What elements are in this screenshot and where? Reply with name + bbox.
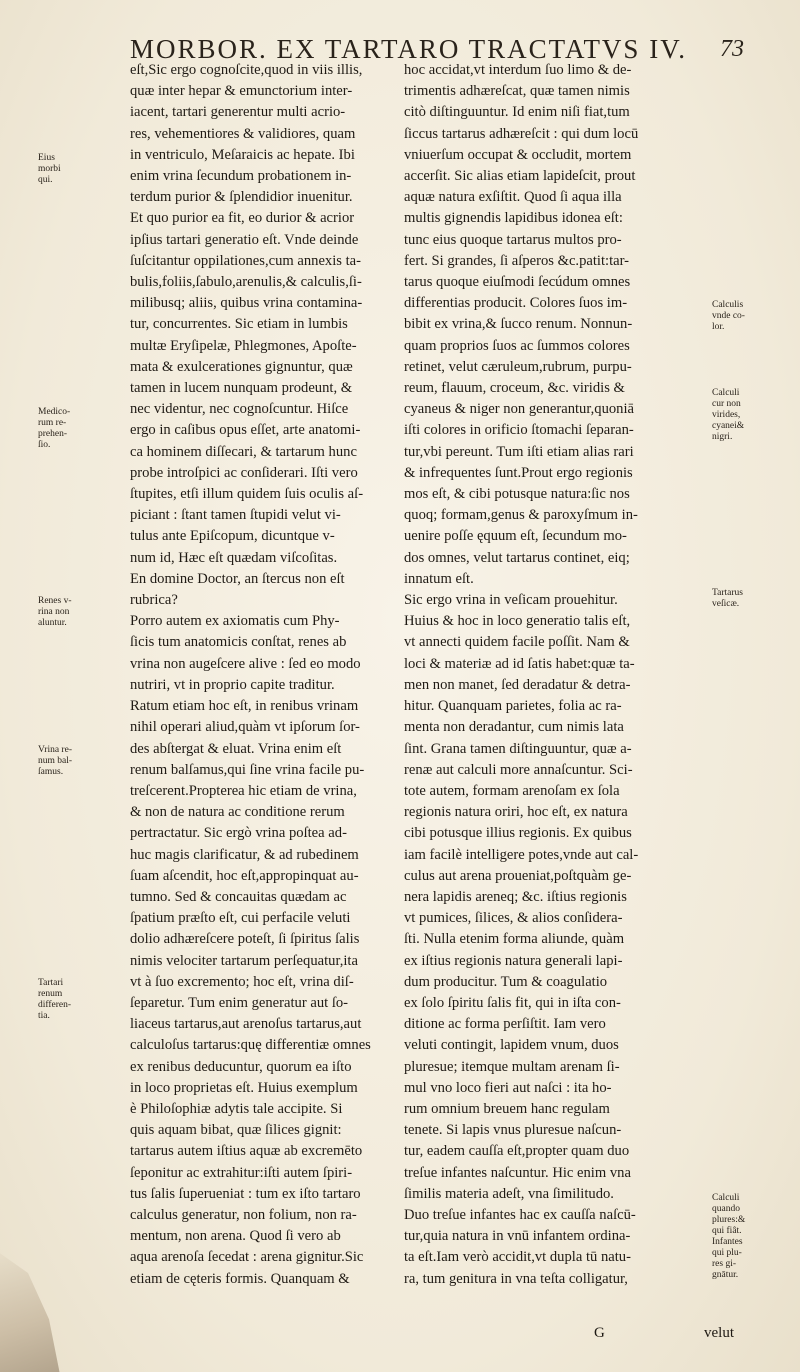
text-line: uenire poſſe ęquum eſt, ſecundum mo-	[404, 528, 627, 545]
text-line: huc magis clarificatur, & ad rubedinem	[130, 846, 359, 863]
text-line: ſeponitur ac extrahitur:iſti autem ſpiri-	[130, 1164, 353, 1181]
text-line: tunc eius quoque tartarus multos pro-	[404, 231, 622, 248]
text-line: des abſtergat & eluat. Vrina enim eſt	[130, 740, 342, 757]
text-line: num id, Hæc eſt quædam viſcoſitas.	[130, 549, 338, 566]
margin-note-tartari: Tartari renum differen- tia.	[38, 978, 72, 1021]
text-line: tote autem, formam arenoſam ex ſola	[404, 782, 620, 799]
text-line: res, vehementiores & validiores, quam	[130, 125, 356, 142]
text-line: differentias producit. Colores ſuos im-	[404, 295, 628, 312]
text-line: bibit ex vrina,& ſucco renum. Nonnun-	[404, 316, 633, 333]
right-text-column	[404, 60, 666, 1290]
text-line: terdum purior & ſplendidior inuenitur.	[130, 189, 353, 206]
text-line: quoq; formam,genus & paroxyſmum in-	[404, 507, 638, 524]
text-line: vt annecti quidem facile poſſit. Nam &	[404, 634, 630, 651]
text-line: Huius & hoc in loco generatio talis eſt,	[404, 613, 631, 630]
margin-note-renes: Renes v- rina non aluntur.	[38, 596, 72, 628]
text-line: aqua arenoſa ſecedat : arena gignitur.Sic	[130, 1249, 364, 1266]
text-line: Sic ergo vrina in veſicam prouehitur.	[404, 592, 618, 609]
text-line: tenete. Si lapis vnus pluresue naſcun-	[404, 1122, 622, 1139]
text-line: quis aquam bibat, quæ ſilices gignit:	[130, 1122, 342, 1139]
text-line: Porro autem ex axiomatis cum Phy-	[130, 613, 340, 630]
text-line: hitur. Quanquam parietes, folia ac ra-	[404, 698, 622, 715]
text-line: ſiccus tartarus adhæreſcit : qui dum locū	[404, 125, 639, 142]
text-line: etiam de cęteris formis. Quanquam &	[130, 1270, 350, 1287]
text-line: ipſius tartari generatio eſt. Vnde deinde	[130, 231, 359, 248]
text-line: in loco proprietas eſt. Huius exemplum	[130, 1079, 358, 1096]
text-line: treſcerent.Propterea hic etiam de vrina,	[130, 782, 357, 799]
text-line: probe introſpici ac conſiderari. Iſti vero	[130, 464, 358, 481]
text-line: tamen in lucem nunquam prodeunt, &	[130, 380, 353, 397]
text-line: retinet, velut cæruleum,rubrum, purpu-	[404, 358, 632, 375]
margin-note-calculi-plures: Calculi quando plures:& qui fiât. Infantes qui plu- res gi- gnātur.	[712, 1193, 746, 1280]
text-line: tur, concurrentes. Sic etiam in lumbis	[130, 316, 348, 333]
text-line: pluresue; itemque multam arenam ſi-	[404, 1058, 620, 1075]
margin-note-vrina: Vrina re- num bal- ſamus.	[38, 745, 73, 777]
text-line: eſt,Sic ergo cognoſcite,quod in viis illis,	[130, 62, 363, 78]
text-line: è Philoſophiæ adytis tale accipite. Si	[130, 1100, 343, 1117]
text-line: vt à ſuo excremento; hoc eſt, vrina diſ-	[130, 973, 354, 990]
text-line: nimis velociter tartarum perſequatur,ita	[130, 952, 358, 969]
margin-note-calculi-virides: Calculi cur non virides, cyanei& nigri.	[712, 388, 745, 442]
text-line: men non manet, ſed deradatur & detra-	[404, 676, 631, 693]
text-line: quæ inter hepar & emunctorium inter-	[130, 83, 353, 100]
text-line: tulus ante Epiſcopum, dicuntque v-	[130, 528, 335, 545]
text-line: multæ Eryſipelæ, Phlegmones, Apoſte-	[130, 337, 357, 354]
text-line: tarus quoque eiuſmodi ſecúdum omnes	[404, 274, 631, 291]
text-line: milibusq; aliis, quibus vrina contamina-	[130, 295, 363, 312]
signature-mark: G	[594, 1325, 605, 1341]
left-text-column	[130, 60, 382, 1290]
text-line: aquæ natura exſiſtit. Quod ſi aqua illa	[404, 189, 622, 206]
text-line: dolio adhæreſcere poteſt, ſi ſpiritus ſalis	[130, 931, 360, 948]
text-line: mata & exulcerationes gignuntur, quæ	[130, 358, 353, 375]
text-line: nec videntur, nec cognoſcuntur. Hiſce	[130, 401, 349, 418]
text-line: rubrica?	[130, 592, 178, 609]
text-line: ra, tum genitura in vna teſta colligatur,	[404, 1270, 628, 1287]
text-line: innatum eſt.	[404, 570, 474, 587]
text-line: Duo treſue infantes hac ex cauſſa naſcū-	[404, 1206, 636, 1223]
text-line: ditione ac forma perſiſtit. Iam vero	[404, 1016, 606, 1033]
text-line: tartarus autem iſtius aquæ ab excremēto	[130, 1143, 363, 1160]
text-line: ſicis tum anatomicis conſtat, renes ab	[130, 634, 347, 651]
text-line: ſuſcitantur oppilationes,cum annexis ta-	[130, 252, 362, 269]
text-line: mos eſt, & cibi potusque natura:ſic nos	[404, 486, 630, 503]
text-line: vrina non augeſcere alive : ſed eo modo	[130, 655, 361, 672]
text-line: Et quo purior ea fit, eo durior & acrior	[130, 210, 355, 227]
text-line: & infrequentes ſunt.Prout ergo regionis	[404, 464, 633, 481]
text-line: dos omnes, velut tartarus continet, eiq;	[404, 549, 630, 566]
text-line: calculoſus tartarus:quę differentiæ omnes	[130, 1037, 371, 1054]
text-line: dum producitur. Tum & coagulatio	[404, 973, 608, 990]
margin-note-eius-morbi: Eius morbi qui.	[38, 153, 61, 185]
text-line: culus aut arena proueniat,poſtquàm ge-	[404, 867, 632, 884]
text-line: menta non deradantur, cum nimis lata	[404, 719, 624, 736]
text-line: mul vno loco fieri aut naſci : ita ho-	[404, 1079, 612, 1096]
text-line: hoc accidat,vt interdum ſuo limo & de-	[404, 62, 632, 78]
text-line: ſeparetur. Tum enim generatur aut ſo-	[130, 994, 349, 1011]
text-line: En domine Doctor, an ſtercus non eſt	[130, 570, 345, 587]
text-line: quam proprios ſuos ac ſummos colores	[404, 337, 630, 354]
text-line: piciant : ſtant tamen ſtupidi velut vi-	[130, 507, 341, 524]
text-line: ſint. Grana tamen diſtinguuntur, quæ a-	[404, 740, 632, 757]
text-line: treſue infantes naſcuntur. Hic enim vna	[404, 1164, 631, 1181]
text-line: cibi potusque illius regionis. Ex quibus	[404, 825, 632, 842]
text-line: renæ aut calculi more annaſcuntur. Sci-	[404, 761, 633, 778]
text-line: pertractatur. Sic ergò vrina poſtea ad-	[130, 825, 347, 842]
page-number: 73	[720, 36, 744, 62]
text-line: ta eſt.Iam verò accidit,vt dupla tū natu-	[404, 1249, 631, 1266]
text-line: ex iſtius regionis natura generali lapi-	[404, 952, 623, 969]
running-header	[0, 34, 800, 64]
text-line: Ratum etiam hoc eſt, in renibus vrinam	[130, 698, 359, 715]
text-line: nera lapidis areneq; &c. iſtius regionis	[404, 888, 627, 905]
text-line: ſuam aſcendit, hoc eſt,appropinquat au-	[130, 867, 359, 884]
text-line: ſimilis materia adeſt, vna ſimilitudo.	[404, 1185, 614, 1202]
text-line: iam facilè intelligere potes,vnde aut cal-	[404, 846, 639, 863]
text-line: vniuerſum occupat & occludit, mortem	[404, 146, 632, 163]
text-line: tus ſalis ſuperueniat : tum ex iſto tartaro	[130, 1185, 361, 1202]
text-line: citò diſtinguuntur. Id enim niſi fiat,tum	[404, 104, 630, 121]
running-title: MORBOR. EX TARTARO TRACTATVS IV.	[130, 34, 687, 64]
text-line: multis gignendis lapidibus idonea eſt:	[404, 210, 623, 227]
text-line: ergo in caſibus opus eſſet, arte anatomi-	[130, 422, 361, 439]
text-line: iſti colores in orificio ſtomachi ſeparan-	[404, 422, 634, 439]
text-line: nutriri, vt in proprio capite traditur.	[130, 676, 335, 693]
margin-note-tartarus-vesicae: Tartarus veſicæ.	[712, 588, 743, 609]
text-line: ſpatium præſto eſt, cui perfacile veluti	[130, 910, 351, 927]
text-line: vt pumices, ſilices, & alios conſidera-	[404, 910, 623, 927]
text-line: nihil operari aliud,quàm vt ipſorum ſor-	[130, 719, 360, 736]
text-line: in ventriculo, Meſaraicis ac hepate. Ibi	[130, 146, 355, 163]
text-line: loci & materiæ ad id ſatis habet:quæ ta-	[404, 655, 635, 672]
text-line: tur, eadem cauſſa eſt,propter quam duo	[404, 1143, 630, 1160]
text-line: tur,quia natura in vnū infantem ordina-	[404, 1228, 631, 1245]
text-line: ex ſolo ſpiritu ſalis fit, qui in iſta con-	[404, 994, 621, 1011]
text-line: calculus generatur, non folium, non ra-	[130, 1206, 357, 1223]
text-line: bulis,foliis,ſabulo,arenulis,& calculis,ſi-	[130, 274, 362, 291]
text-line: trimentis adhæreſcat, quæ tamen nimis	[404, 83, 630, 100]
text-line: ſtupites, etſi illum quidem ſuis oculis aſ-	[130, 486, 364, 503]
page-stain	[0, 1240, 70, 1372]
text-line: ex renibus deducuntur, quorum ea iſto	[130, 1058, 352, 1075]
text-line: rum omnium breuem hanc regulam	[404, 1100, 610, 1117]
text-line: cyaneus & niger non generantur,quoniā	[404, 401, 635, 418]
margin-note-calculis: Calculis vnde co- lor.	[712, 300, 745, 332]
text-line: iacent, tartari generentur multi acrio-	[130, 104, 346, 121]
text-line: reum, flauum, croceum, &c. viridis &	[404, 380, 625, 397]
text-line: tumno. Sed & concauitas quædam ac	[130, 888, 347, 905]
text-line: enim vrina ſecundum probationem in-	[130, 168, 352, 185]
text-line: accerſit. Sic alias etiam lapideſcit, prout	[404, 168, 636, 185]
text-line: ca hominem diſſecari, & tartarum hunc	[130, 443, 357, 460]
text-line: tur,vbi pereunt. Tum iſti etiam alias rari	[404, 443, 634, 460]
text-line: & non de natura ac conditione rerum	[130, 804, 345, 821]
text-line: ſti. Nulla etenim forma aliunde, quàm	[404, 931, 625, 948]
text-line: mentum, non arena. Quod ſi vero ab	[130, 1228, 341, 1245]
text-line: fert. Si grandes, ſi aſperos &c.patit:tar-	[404, 252, 630, 269]
text-line: regionis natura oriri, hoc eſt, ex natura	[404, 804, 628, 821]
catchword: velut	[704, 1325, 734, 1341]
text-line: renum balſamus,qui ſine vrina facile pu-	[130, 761, 365, 778]
margin-note-medicorum: Medico- rum re- prehen- ſio.	[38, 407, 71, 450]
text-line: veluti contingit, lapidem vnum, duos	[404, 1037, 619, 1054]
text-line: liaceus tartarus,aut arenoſus tartarus,aut	[130, 1016, 362, 1033]
